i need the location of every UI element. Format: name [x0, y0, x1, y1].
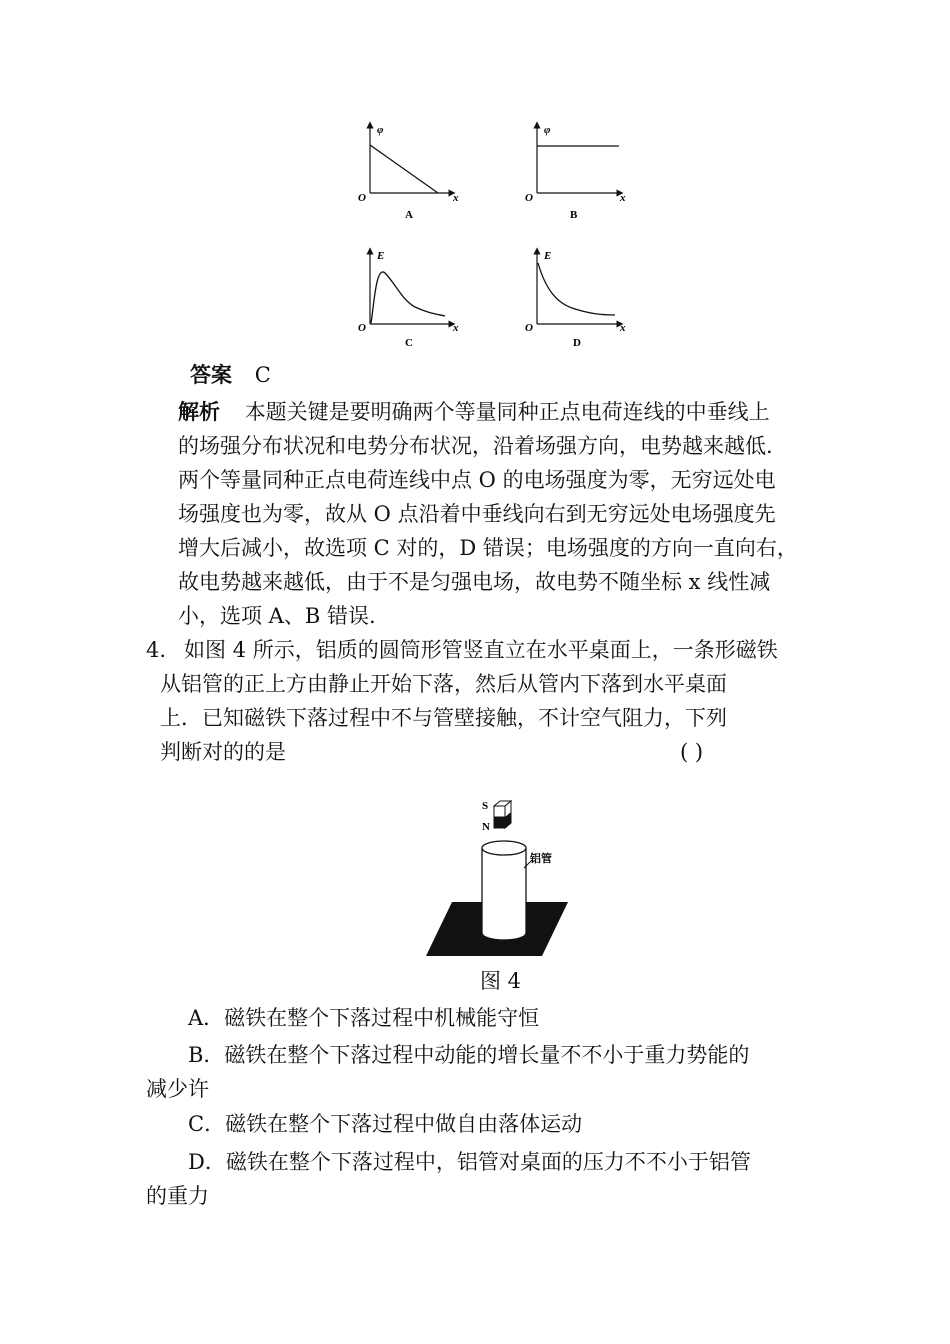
- graph-a: [358, 124, 459, 221]
- question-number: 4.: [146, 638, 167, 662]
- graph-d-y-label: E: [544, 250, 552, 262]
- question-line-1: 如图 4 所示，铝质的圆筒形管竖直立在水平桌面上，一条形磁铁: [184, 638, 778, 662]
- analysis-line-5: 增大后减小，故选项 C 对的，D 错误；电场强度的方向一直向右，: [178, 536, 798, 560]
- graph-a-origin: O: [358, 192, 366, 204]
- graph-b-y-label: φ: [544, 124, 551, 136]
- graph-b: [525, 124, 626, 221]
- graph-a-caption: A: [405, 209, 413, 221]
- option-d-line-2: 的重力: [146, 1184, 209, 1208]
- graph-b-x-label: x: [620, 192, 626, 204]
- graph-d: [525, 250, 626, 349]
- bar-magnet: [494, 801, 511, 828]
- option-d-line-1: D．磁铁在整个下落过程中，铝管对桌面的压力不不小于铝管: [188, 1150, 751, 1174]
- graph-c-origin: O: [358, 322, 366, 334]
- aluminum-tube: [482, 848, 526, 940]
- magnet-n-label: N: [482, 821, 490, 833]
- graph-c-y-label: E: [377, 250, 385, 262]
- graph-c-x-label: x: [453, 322, 459, 334]
- tube-label: 铝管: [530, 852, 552, 865]
- graph-d-curve: [538, 263, 615, 315]
- question-line-3: 上．已知磁铁下落过程中不与管壁接触，不计空气阻力，下列: [160, 706, 727, 730]
- graph-a-x-label: x: [453, 192, 459, 204]
- option-b-line-1: B．磁铁在整个下落过程中动能的增长量不不小于重力势能的: [188, 1043, 750, 1067]
- graph-c-curve: [371, 272, 445, 323]
- analysis-line-4: 场强度也为零，故从 O 点沿着中垂线向右到无穷远处电场强度先: [178, 502, 776, 526]
- graph-a-y-label: φ: [377, 124, 384, 136]
- graph-b-caption: B: [570, 209, 578, 221]
- option-a: A．磁铁在整个下落过程中机械能守恒: [188, 1006, 540, 1030]
- analysis-line-7: 小，选项 A、B 错误.: [178, 604, 376, 628]
- figure-4-caption: 图 4: [480, 969, 522, 993]
- analysis-line-3: 两个等量同种正点电荷连线中点 O 的电场强度为零，无穷远处电: [178, 468, 776, 492]
- answer-value: C: [254, 363, 271, 387]
- graph-c-caption: C: [405, 337, 413, 349]
- analysis-line-6: 故电势越来越低，由于不是匀强电场，故电势不随坐标 x 线性减: [178, 570, 771, 594]
- graph-d-x-label: x: [620, 322, 626, 334]
- answer-label: 答案: [190, 362, 232, 387]
- graph-a-curve: [370, 145, 438, 193]
- answer-line: [190, 361, 271, 389]
- graph-d-caption: D: [573, 337, 581, 349]
- analysis-line-1: 解析 本题关键是要明确两个等量同种正点电荷连线的中垂线上: [178, 399, 770, 424]
- graph-b-origin: O: [525, 192, 533, 204]
- answer-bracket: ( ): [680, 740, 704, 764]
- graphs-figure: [340, 115, 640, 355]
- question-line-2: 从铝管的正上方由静止开始下落，然后从管内下落到水平桌面: [160, 672, 727, 696]
- option-c: C．磁铁在整个下落过程中做自由落体运动: [188, 1112, 583, 1136]
- option-b-line-2: 减少许: [146, 1077, 209, 1101]
- analysis-line-2: 的场强分布状况和电势分布状况，沿着场强方向，电势越来越低.: [178, 434, 773, 458]
- magnet-s-label: S: [482, 800, 489, 812]
- question-line-4: 判断对的的是: [160, 740, 286, 764]
- graph-d-origin: O: [525, 322, 533, 334]
- analysis-label: 解析: [178, 399, 220, 424]
- figure-4-magnet-tube: [420, 790, 580, 960]
- graph-c: [358, 250, 459, 349]
